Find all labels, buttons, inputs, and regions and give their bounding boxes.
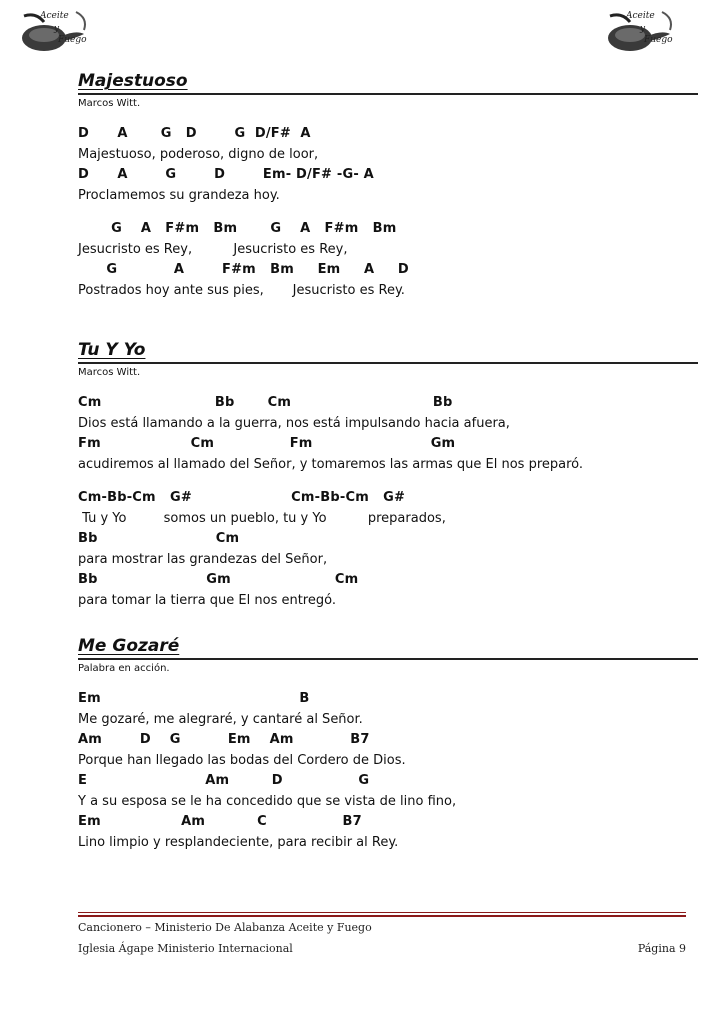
song-title-rule <box>78 635 698 660</box>
lyric-line: para mostrar las grandezas del Señor, <box>78 551 328 567</box>
lyric-line: acudiremos al llamado del Señor, y tomaremos las armas que El nos preparó. <box>78 456 584 472</box>
logo-word: Fuego <box>58 35 87 45</box>
song-section <box>78 339 698 611</box>
song-section <box>78 70 698 301</box>
chord-line: Am D G Em Am B7 <box>78 732 370 747</box>
chord-line: Em Am C B7 <box>78 814 362 829</box>
chord-line: Cm Bb Cm Bb <box>78 395 453 410</box>
lyric-line: Tu y Yo somos un pueblo, tu y Yo preparados, <box>78 510 446 526</box>
songbook-page-content <box>78 70 698 853</box>
page-number: Página 9 <box>637 942 686 955</box>
footer-divider <box>78 912 686 913</box>
verse-block <box>78 393 698 475</box>
verse-block <box>78 219 698 301</box>
lyric-line: Postrados hoy ante sus pies, Jesucristo es Rey. <box>78 282 405 298</box>
chord-line: D A G D Em- D/F# -G- A <box>78 167 374 182</box>
song-title-rule <box>78 339 698 364</box>
logo-word: Aceite <box>626 11 655 21</box>
verse-block <box>78 488 698 611</box>
ministry-logo-right <box>600 8 680 54</box>
lyric-line: Y a su esposa se le ha concedido que se vista de lino fino, <box>78 793 457 809</box>
ministry-logo-left <box>14 8 94 54</box>
verse-block <box>78 124 698 206</box>
song-title: Tu Y Yo <box>78 340 146 360</box>
song-title: Me Gozaré <box>78 636 180 656</box>
logo-word: Fuego <box>644 35 673 45</box>
lyric-line: Proclamemos su grandeza hoy. <box>78 187 280 203</box>
chord-line: Cm-Bb-Cm G# Cm-Bb-Cm G# <box>78 490 406 505</box>
verse-block <box>78 689 698 853</box>
logo-word: Aceite <box>40 11 69 21</box>
chord-line: Bb Gm Cm <box>78 572 359 587</box>
song-section <box>78 635 698 853</box>
lyric-line: Lino limpio y resplandeciente, para recibir al Rey. <box>78 834 399 850</box>
lyric-line: Me gozaré, me alegraré, y cantaré al Señor. <box>78 711 363 727</box>
footer-church-line <box>78 942 686 955</box>
logo-word: y <box>640 24 646 34</box>
logo-word: y <box>54 24 60 34</box>
chord-line: G A F#m Bm Em A D <box>78 262 409 277</box>
chord-line: D A G D G D/F# A <box>78 126 311 141</box>
song-title: Majestuoso <box>78 71 188 91</box>
footer-church-name: Iglesia Ágape Ministerio Internacional <box>78 942 293 955</box>
chord-line: G A F#m Bm G A F#m Bm <box>78 221 397 236</box>
chord-line: Em B <box>78 691 310 706</box>
footer-divider <box>78 915 686 917</box>
lyric-line: Porque han llegado las bodas del Cordero de Dios. <box>78 752 406 768</box>
song-author: Marcos Witt. <box>78 98 141 109</box>
lyric-line: Jesucristo es Rey, Jesucristo es Rey, <box>78 241 348 257</box>
song-author: Palabra en acción. <box>78 663 170 674</box>
lyric-line: Dios está llamando a la guerra, nos está impulsando hacia afuera, <box>78 415 510 431</box>
song-author: Marcos Witt. <box>78 367 141 378</box>
lyric-line: Majestuoso, poderoso, digno de loor, <box>78 146 319 162</box>
lyric-line: para tomar la tierra que El nos entregó. <box>78 592 336 608</box>
song-title-rule <box>78 70 698 95</box>
chord-line: E Am D G <box>78 773 370 788</box>
chord-line: Bb Cm <box>78 531 240 546</box>
chord-line: Fm Cm Fm Gm <box>78 436 456 451</box>
footer-songbook-title: Cancionero – Ministerio De Alabanza Aceite y Fuego <box>78 921 372 934</box>
